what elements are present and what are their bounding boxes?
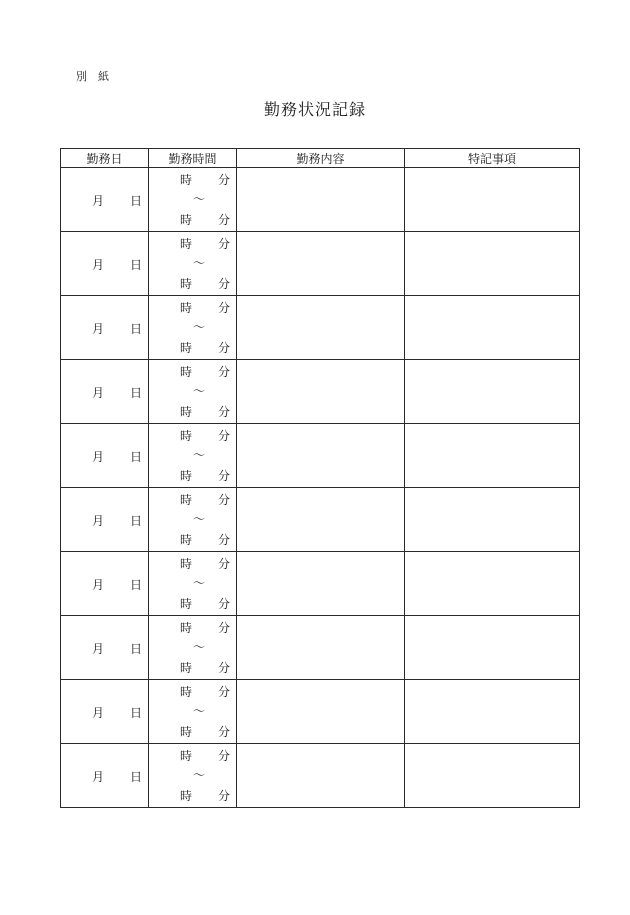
table-row: [61, 552, 580, 616]
table-row: [61, 360, 580, 424]
end-minute-label: 分: [218, 469, 231, 483]
table-row: [61, 488, 580, 552]
month-label: 月: [92, 578, 105, 592]
special-notes-cell[interactable]: [405, 424, 580, 488]
end-minute-label: 分: [218, 661, 231, 675]
time-range-separator: 〜: [193, 576, 206, 590]
end-hour-label: 時: [180, 341, 193, 355]
work-date-cell[interactable]: [61, 744, 149, 808]
attachment-label: 別 紙: [76, 70, 109, 83]
work-hours-cell[interactable]: [149, 680, 237, 744]
work-hours-cell[interactable]: [149, 296, 237, 360]
start-minute-label: 分: [218, 429, 231, 443]
column-header-work-content: 勤務内容: [237, 149, 405, 168]
work-date-cell[interactable]: [61, 616, 149, 680]
time-range-separator: 〜: [193, 384, 206, 398]
month-label: 月: [92, 194, 105, 208]
work-hours-cell[interactable]: [149, 616, 237, 680]
time-range-separator: 〜: [193, 256, 206, 270]
special-notes-cell[interactable]: [405, 680, 580, 744]
end-hour-label: 時: [180, 469, 193, 483]
column-header-special-notes: 特記事項: [405, 149, 580, 168]
start-hour-label: 時: [180, 493, 193, 507]
work-date-cell[interactable]: [61, 360, 149, 424]
day-label: 日: [130, 514, 143, 528]
table-row: [61, 616, 580, 680]
day-label: 日: [130, 450, 143, 464]
end-hour-label: 時: [180, 661, 193, 675]
special-notes-cell[interactable]: [405, 232, 580, 296]
special-notes-cell[interactable]: [405, 168, 580, 232]
end-minute-label: 分: [218, 213, 231, 227]
work-date-cell[interactable]: [61, 424, 149, 488]
work-date-cell[interactable]: [61, 552, 149, 616]
work-date-cell[interactable]: [61, 168, 149, 232]
start-hour-label: 時: [180, 237, 193, 251]
start-hour-label: 時: [180, 301, 193, 315]
work-record-table: [60, 148, 580, 808]
month-label: 月: [92, 322, 105, 336]
work-content-cell[interactable]: [237, 424, 405, 488]
start-hour-label: 時: [180, 621, 193, 635]
work-hours-cell[interactable]: [149, 168, 237, 232]
work-date-cell[interactable]: [61, 680, 149, 744]
column-header-work-date: 勤務日: [61, 149, 149, 168]
start-minute-label: 分: [218, 365, 231, 379]
end-hour-label: 時: [180, 725, 193, 739]
work-content-cell[interactable]: [237, 296, 405, 360]
day-label: 日: [130, 194, 143, 208]
day-label: 日: [130, 770, 143, 784]
day-label: 日: [130, 706, 143, 720]
day-label: 日: [130, 258, 143, 272]
time-range-separator: 〜: [193, 704, 206, 718]
special-notes-cell[interactable]: [405, 552, 580, 616]
page-title: 勤務状況記録: [263, 100, 366, 119]
work-content-cell[interactable]: [237, 168, 405, 232]
month-label: 月: [92, 770, 105, 784]
special-notes-cell[interactable]: [405, 744, 580, 808]
time-range-separator: 〜: [193, 640, 206, 654]
start-minute-label: 分: [218, 621, 231, 635]
start-hour-label: 時: [180, 749, 193, 763]
work-content-cell[interactable]: [237, 232, 405, 296]
work-hours-cell[interactable]: [149, 552, 237, 616]
special-notes-cell[interactable]: [405, 616, 580, 680]
day-label: 日: [130, 578, 143, 592]
column-header-work-hours: 勤務時間: [149, 149, 237, 168]
day-label: 日: [130, 322, 143, 336]
month-label: 月: [92, 642, 105, 656]
special-notes-cell[interactable]: [405, 296, 580, 360]
end-minute-label: 分: [218, 405, 231, 419]
table-header-row: [61, 149, 580, 168]
month-label: 月: [92, 514, 105, 528]
start-minute-label: 分: [218, 173, 231, 187]
end-hour-label: 時: [180, 405, 193, 419]
month-label: 月: [92, 706, 105, 720]
start-hour-label: 時: [180, 173, 193, 187]
time-range-separator: 〜: [193, 512, 206, 526]
month-label: 月: [92, 386, 105, 400]
end-minute-label: 分: [218, 533, 231, 547]
end-minute-label: 分: [218, 789, 231, 803]
work-hours-cell[interactable]: [149, 424, 237, 488]
end-hour-label: 時: [180, 597, 193, 611]
month-label: 月: [92, 258, 105, 272]
time-range-separator: 〜: [193, 192, 206, 206]
day-label: 日: [130, 642, 143, 656]
start-minute-label: 分: [218, 749, 231, 763]
work-content-cell[interactable]: [237, 616, 405, 680]
work-content-cell[interactable]: [237, 744, 405, 808]
time-range-separator: 〜: [193, 448, 206, 462]
work-date-cell[interactable]: [61, 296, 149, 360]
day-label: 日: [130, 386, 143, 400]
special-notes-cell[interactable]: [405, 488, 580, 552]
start-hour-label: 時: [180, 365, 193, 379]
table-row: [61, 680, 580, 744]
table-row: [61, 744, 580, 808]
table-row: [61, 168, 580, 232]
end-minute-label: 分: [218, 597, 231, 611]
start-hour-label: 時: [180, 429, 193, 443]
work-hours-cell[interactable]: [149, 744, 237, 808]
work-hours-cell[interactable]: [149, 488, 237, 552]
work-date-cell[interactable]: [61, 232, 149, 296]
end-minute-label: 分: [218, 341, 231, 355]
start-minute-label: 分: [218, 557, 231, 571]
table-row: [61, 232, 580, 296]
work-date-cell[interactable]: [61, 488, 149, 552]
special-notes-cell[interactable]: [405, 360, 580, 424]
start-hour-label: 時: [180, 557, 193, 571]
start-hour-label: 時: [180, 685, 193, 699]
month-label: 月: [92, 450, 105, 464]
start-minute-label: 分: [218, 493, 231, 507]
work-content-cell[interactable]: [237, 360, 405, 424]
work-content-cell[interactable]: [237, 680, 405, 744]
table-row: [61, 424, 580, 488]
time-range-separator: 〜: [193, 768, 206, 782]
end-hour-label: 時: [180, 789, 193, 803]
end-hour-label: 時: [180, 277, 193, 291]
work-content-cell[interactable]: [237, 488, 405, 552]
work-hours-cell[interactable]: [149, 232, 237, 296]
work-hours-cell[interactable]: [149, 360, 237, 424]
end-hour-label: 時: [180, 213, 193, 227]
table-row: [61, 296, 580, 360]
start-minute-label: 分: [218, 301, 231, 315]
start-minute-label: 分: [218, 685, 231, 699]
end-hour-label: 時: [180, 533, 193, 547]
end-minute-label: 分: [218, 277, 231, 291]
work-content-cell[interactable]: [237, 552, 405, 616]
time-range-separator: 〜: [193, 320, 206, 334]
start-minute-label: 分: [218, 237, 231, 251]
end-minute-label: 分: [218, 725, 231, 739]
